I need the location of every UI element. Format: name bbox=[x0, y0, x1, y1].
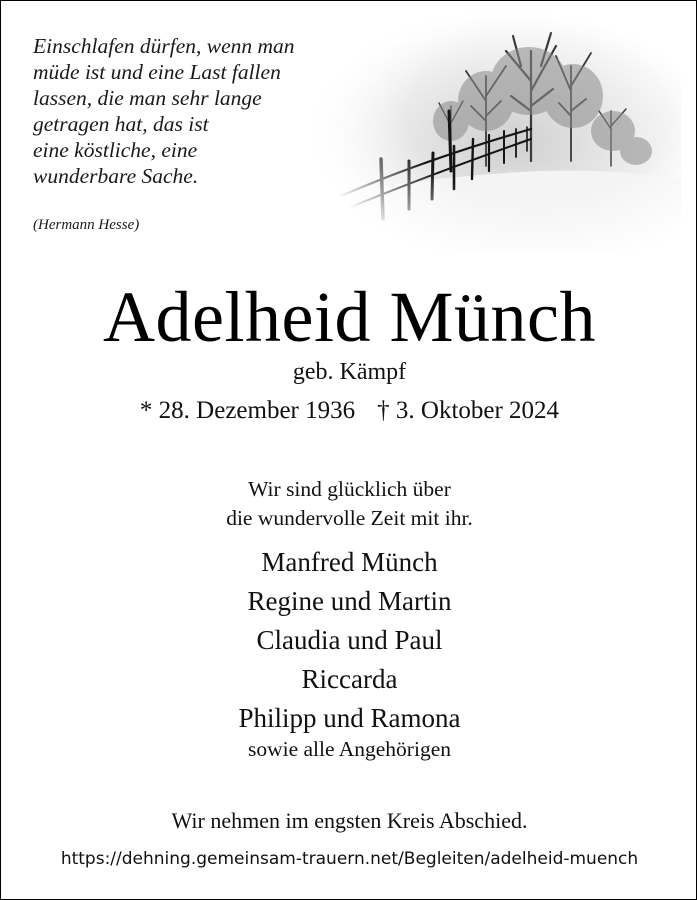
thanks-text bbox=[1, 475, 697, 533]
relatives-text: sowie alle Angehörigen bbox=[247, 737, 451, 761]
family-member: Manfred Münch bbox=[261, 547, 438, 577]
birth-name: geb. Kämpf bbox=[292, 359, 407, 385]
life-dates bbox=[1, 395, 697, 427]
family-member: Philipp und Ramona bbox=[238, 703, 461, 733]
quote-line: müde ist und eine Last fallen bbox=[33, 60, 281, 84]
family-member: Regine und Martin bbox=[247, 586, 452, 616]
quote-line: getragen hat, das ist bbox=[33, 112, 209, 136]
quote-line: Einschlafen dürfen, wenn man bbox=[33, 34, 295, 58]
thanks-line: die wundervolle Zeit mit ihr. bbox=[226, 506, 473, 530]
family-member: Riccarda bbox=[301, 664, 398, 694]
quote-line: wunderbare Sache. bbox=[33, 164, 199, 188]
memorial-link[interactable]: https://dehning.gemeinsam-trauern.net/Begleiten/adelheid-muench bbox=[60, 849, 639, 869]
hesse-quote bbox=[33, 33, 373, 189]
farewell-text: Wir nehmen im engsten Kreis Abschied. bbox=[171, 808, 528, 833]
birth-date: * 28. Dezember 1936 bbox=[139, 397, 356, 424]
family-member: Claudia und Paul bbox=[256, 625, 443, 655]
thanks-line: Wir sind glücklich über bbox=[248, 477, 451, 501]
deceased-name: Adelheid Münch bbox=[103, 277, 596, 357]
death-date: † 3. Oktober 2024 bbox=[377, 397, 560, 424]
quote-line: eine köstliche, eine bbox=[33, 138, 198, 162]
family-list bbox=[1, 543, 697, 738]
quote-author: (Hermann Hesse) bbox=[33, 217, 140, 233]
quote-line: lassen, die man sehr lange bbox=[33, 86, 262, 110]
